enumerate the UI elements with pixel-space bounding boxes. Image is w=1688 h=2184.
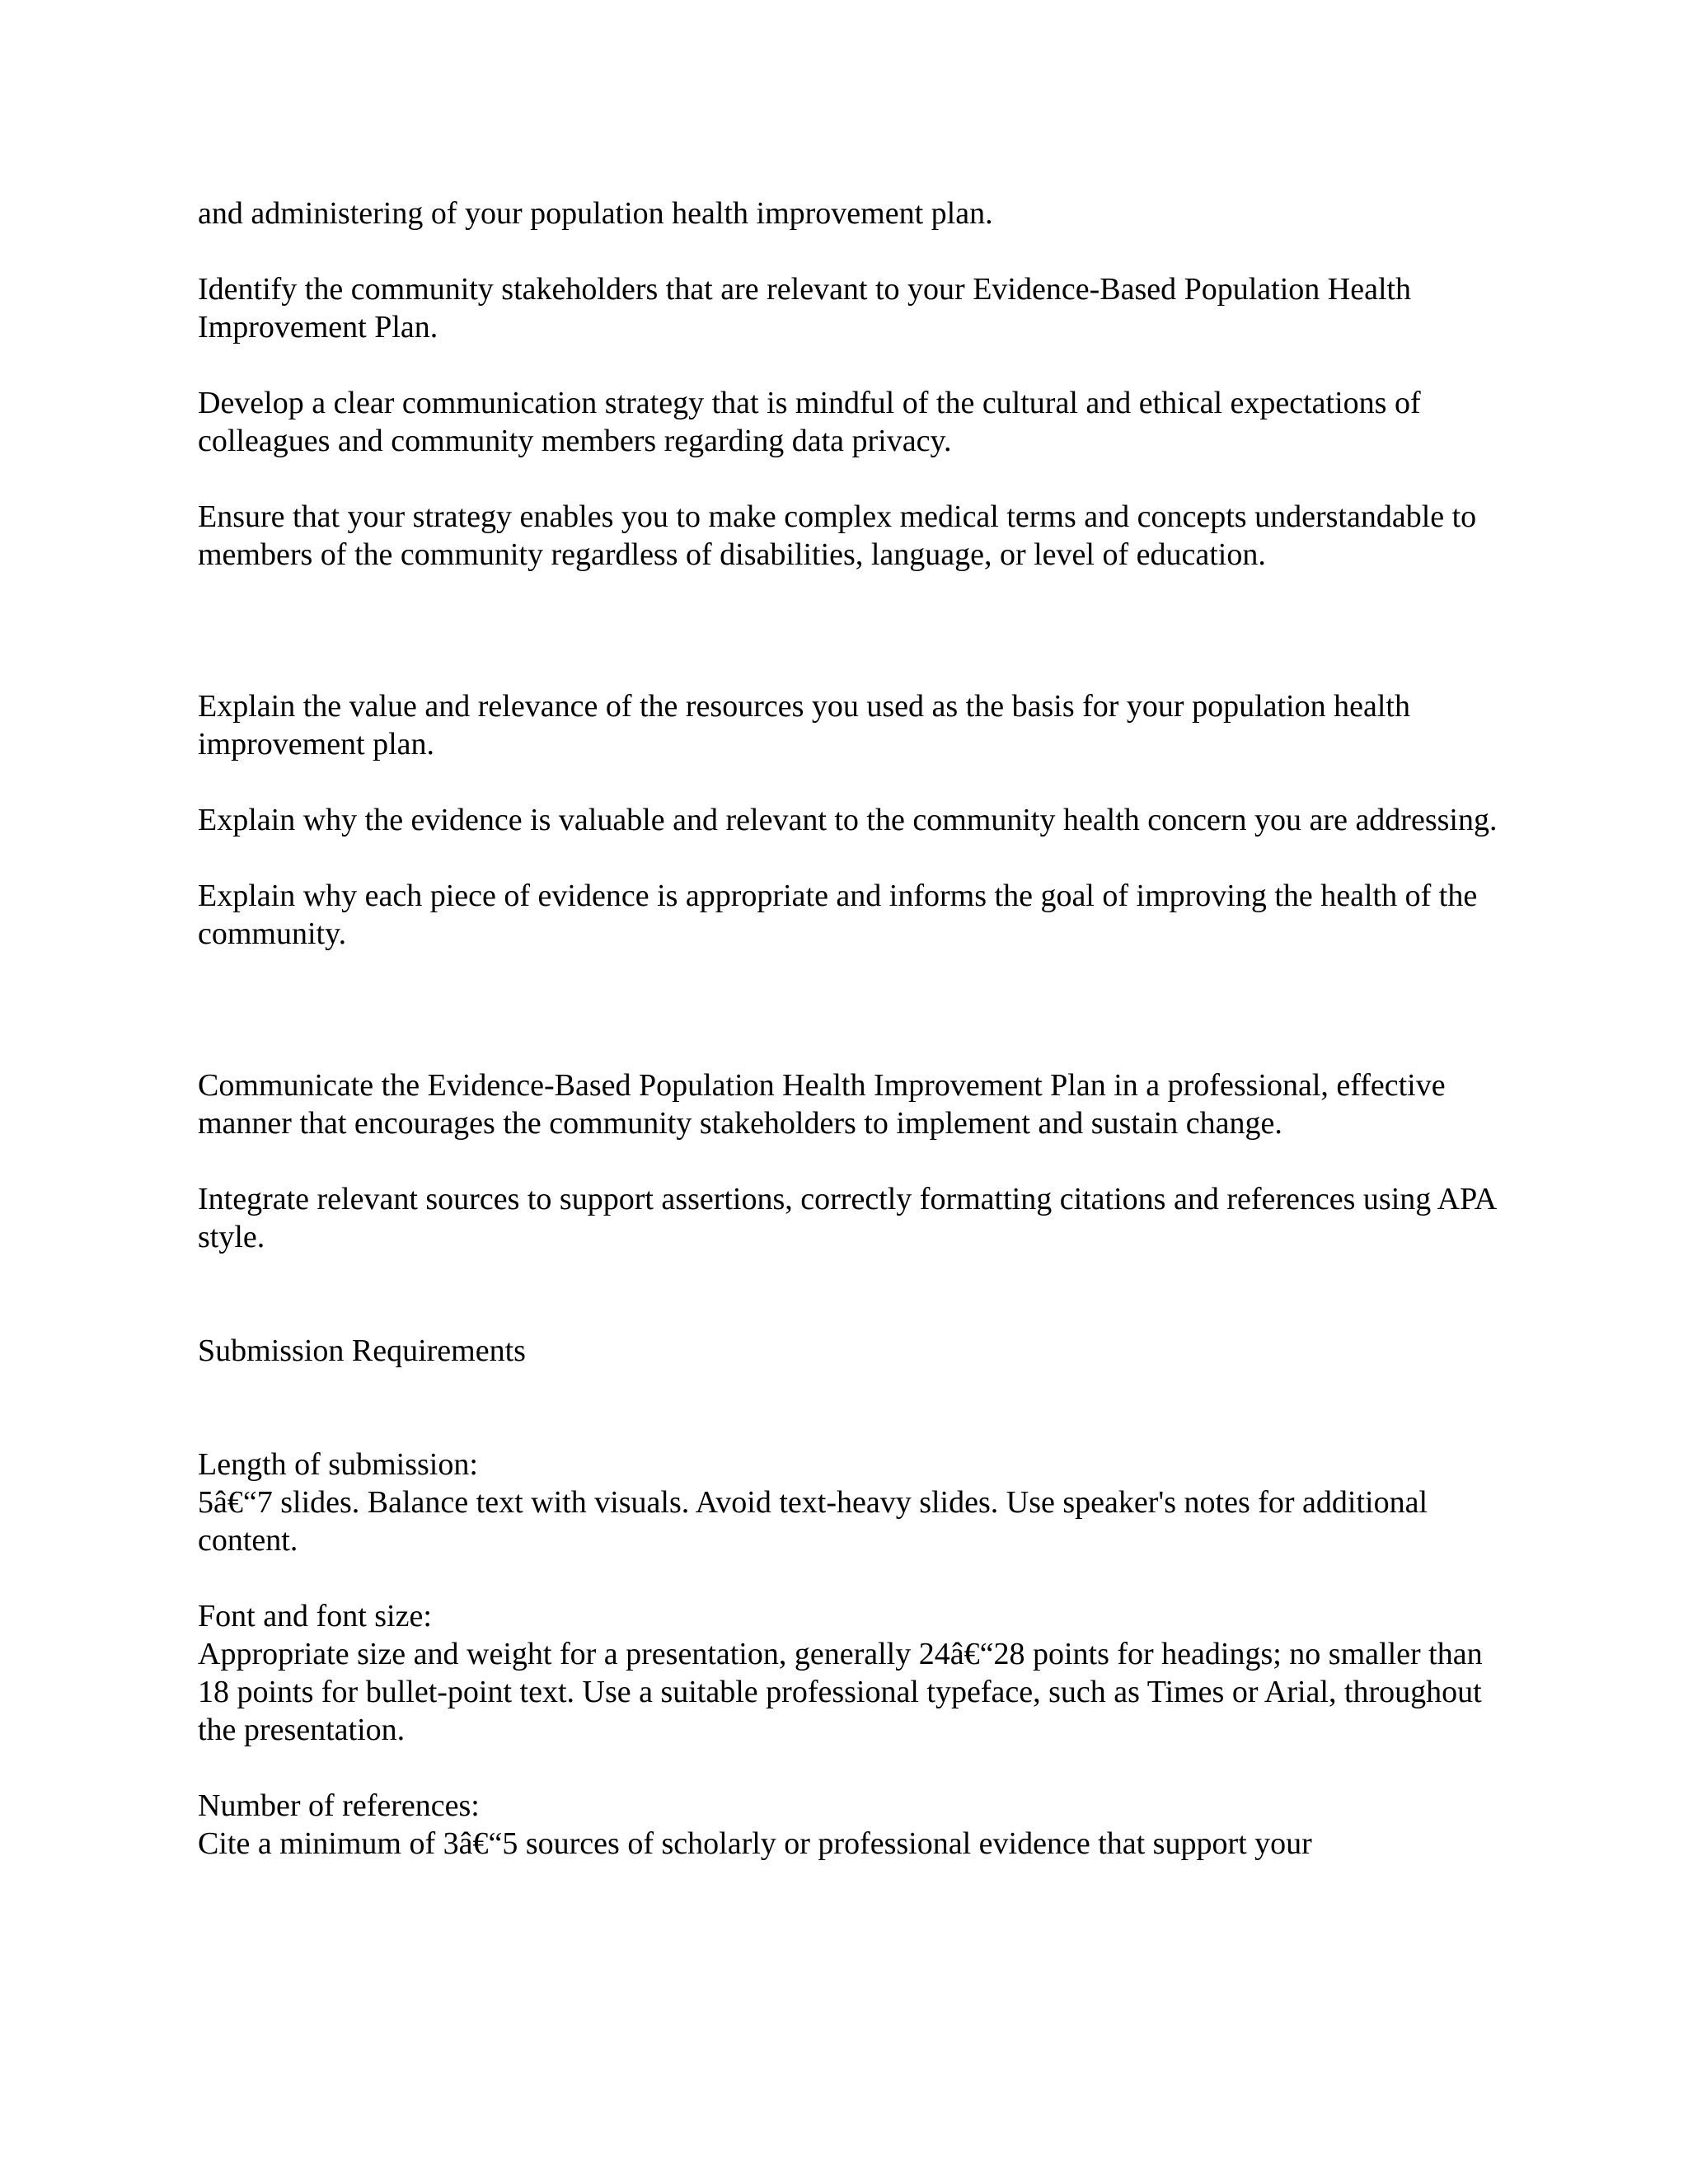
paragraph-explain-evidence: Explain why the evidence is valuable and relevant to the community health concern you are addressing. <box>198 803 1498 837</box>
length-of-submission-text: 5â€“7 slides. Balance text with visuals. Avoid text-heavy slides. Use speaker's notes for additional content. <box>198 1485 1428 1558</box>
submission-requirements-heading: Submission Requirements <box>198 1333 526 1368</box>
paragraph-integrate-sources: Integrate relevant sources to support assertions, correctly formatting citations and references using APA style. <box>198 1182 1496 1254</box>
font-size-label: Font and font size: <box>198 1599 432 1633</box>
document-body <box>198 194 1500 1863</box>
paragraph-identify-stakeholders: Identify the community stakeholders that are relevant to your Evidence-Based Population Health Improvement Plan. <box>198 272 1412 344</box>
number-of-references-label: Number of references: <box>198 1788 480 1823</box>
number-of-references-text: Cite a minimum of 3â€“5 sources of scholarly or professional evidence that support your <box>198 1826 1312 1861</box>
paragraph-communicate-plan: Communicate the Evidence-Based Population Health Improvement Plan in a professional, effective manner that encourages the community stakeholders to implement and sustain change. <box>198 1068 1446 1141</box>
paragraph-explain-each-piece: Explain why each piece of evidence is appropriate and informs the goal of improving the health of the community. <box>198 879 1478 951</box>
font-size-text: Appropriate size and weight for a presentation, generally 24â€“28 points for headings; no smaller than 18 points for bullet-point text. Use a suitable professional typeface, such as Times or Arial, throughout the presentation. <box>198 1637 1483 1747</box>
paragraph-administering: and administering of your population health improvement plan. <box>198 196 993 231</box>
paragraph-ensure-strategy: Ensure that your strategy enables you to make complex medical terms and concepts understandable to members of the community regardless of disabilities, language, or level of education. <box>198 499 1477 572</box>
length-of-submission-label: Length of submission: <box>198 1447 478 1482</box>
paragraph-communication-strategy: Develop a clear communication strategy that is mindful of the cultural and ethical expectations of colleagues and community members regarding data privacy. <box>198 386 1421 458</box>
paragraph-explain-value: Explain the value and relevance of the resources you used as the basis for your population health improvement plan. <box>198 689 1410 762</box>
